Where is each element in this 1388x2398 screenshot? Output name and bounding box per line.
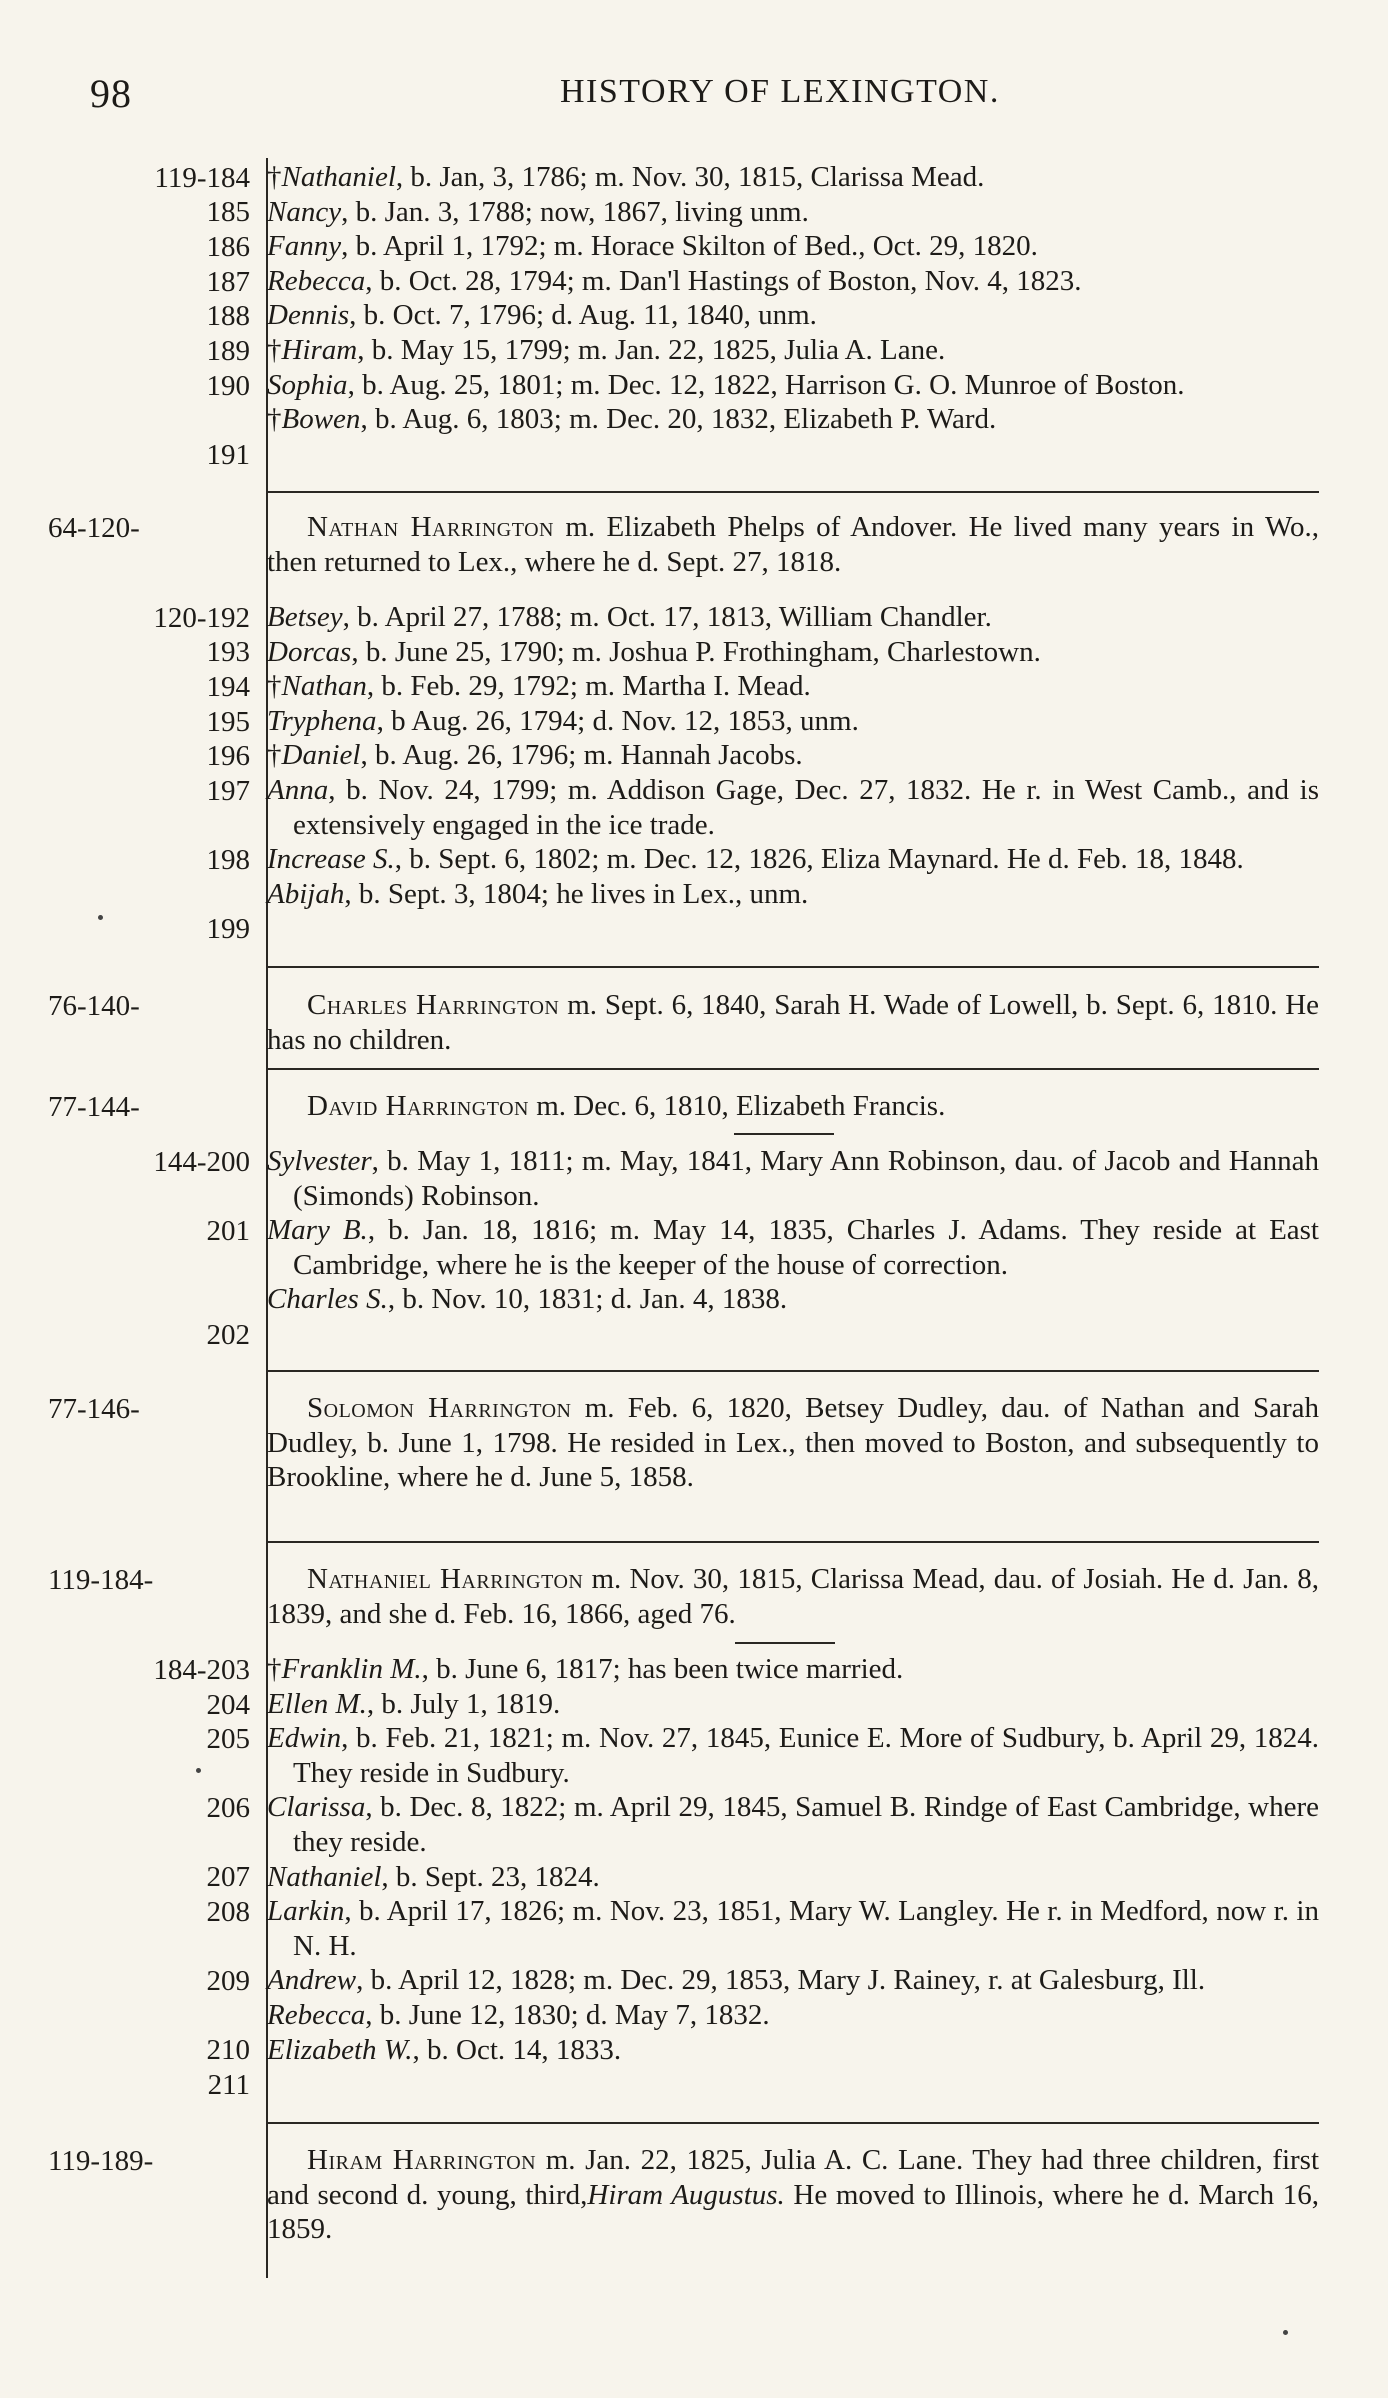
child-entry: Betsey, b. April 27, 1788; m. Oct. 17, 1813, William Chandler.: [267, 601, 992, 633]
ref-number: 201: [206, 1215, 250, 1247]
ref-number: 194: [206, 671, 250, 703]
section-rule: [267, 1068, 1319, 1070]
family-entries-1: [267, 160, 1319, 437]
print-speck: [98, 915, 103, 920]
child-name: Ellen M.: [267, 1687, 367, 1720]
family-head-name: Nathan Harrington: [307, 511, 554, 543]
child-entry: †Franklin M., b. June 6, 1817; has been twice married.: [267, 1653, 904, 1685]
child-entry: Charles S., b. Nov. 10, 1831; d. Jan. 4, 1838.: [267, 1283, 788, 1316]
short-rule: [734, 1133, 834, 1135]
child-entry: Edwin, b. Feb. 21, 1821; m. Nov. 27, 1845, Eunice E. More of Sudbury, b. April 29, 1824. They reside in Sudbury.: [267, 1722, 1319, 1789]
family-head-paragraph: [267, 1391, 1319, 1495]
child-name: Charles S.: [267, 1283, 388, 1316]
family-entries-4: [267, 1144, 1319, 1317]
child-name: Rebecca: [267, 264, 366, 297]
child-entry: Andrew, b. April 12, 1828; m. Dec. 29, 1853, Mary J. Rainey, r. at Galesburg, Ill.: [267, 1964, 1206, 1997]
child-entry: Nathaniel, b. Sept. 23, 1824.: [267, 1860, 600, 1893]
child-name: Dorcas: [267, 635, 352, 668]
child-name: Elizabeth W.: [267, 2033, 413, 2066]
child-name: Larkin: [267, 1895, 345, 1928]
child-entry: Mary B., b. Jan. 18, 1816; m. May 14, 1835, Charles J. Adams. They reside at East Cambridge, where he is the keeper of the house of correction.: [267, 1214, 1319, 1281]
child-entry: Rebecca, b. Oct. 28, 1794; m. Dan'l Hastings of Boston, Nov. 4, 1823.: [267, 264, 1082, 297]
ref-number: 120-192: [153, 602, 250, 634]
ref-number: 119-189-: [48, 2145, 154, 2177]
print-speck: [196, 1768, 201, 1773]
short-rule: [735, 1642, 835, 1644]
child-entry: Increase S., b. Sept. 6, 1802; m. Dec. 12, 1826, Eliza Maynard. He d. Feb. 18, 1848.: [267, 843, 1244, 876]
child-name: Nathaniel: [281, 161, 396, 193]
ref-number: 144-200: [153, 1146, 250, 1178]
family-head-name: Nathaniel Harrington: [307, 1563, 584, 1595]
ref-number: 191: [206, 439, 250, 471]
child-entry: Nancy, b. Jan. 3, 1788; now, 1867, living unm.: [267, 195, 809, 228]
child-name: Nathan: [281, 670, 367, 703]
family-head-paragraph: [267, 988, 1319, 1057]
ref-number: 198: [206, 844, 250, 876]
family-head-name: Charles Harrington: [307, 989, 560, 1021]
child-entry: †Daniel, b. Aug. 26, 1796; m. Hannah Jacobs.: [267, 739, 803, 772]
family-head: Charles Harrington m. Sept. 6, 1840, Sarah H. Wade of Lowell, b. Sept. 6, 1810. He has no children.: [267, 989, 1320, 1056]
ref-number: 190: [206, 370, 250, 402]
ref-number: 210: [206, 2034, 250, 2066]
child-name: Mary B.: [267, 1214, 368, 1247]
family-head-name: David Harrington: [307, 1090, 529, 1122]
child-entry: Abijah, b. Sept. 3, 1804; he lives in Lex., unm.: [267, 877, 809, 910]
child-name: Nathaniel: [267, 1860, 382, 1893]
ref-number: 119-184: [154, 162, 250, 194]
child-entry: Sylvester, b. May 1, 1811; m. May, 1841, Mary Ann Robinson, dau. of Jacob and Hannah (Simonds) Robinson.: [267, 1145, 1319, 1212]
section-rule: [267, 966, 1319, 968]
family-head: Nathaniel Harrington m. Nov. 30, 1815, Clarissa Mead, dau. of Josiah. He d. Jan. 8, 1839, and she d. Feb. 16, 1866, aged 76.: [267, 1563, 1319, 1630]
ref-number: 195: [206, 706, 250, 738]
family-entries-2: [267, 600, 1319, 911]
child-name: Sophia: [267, 368, 348, 401]
family-head-paragraph: [267, 510, 1319, 579]
family-head-name: Hiram Harrington: [307, 2144, 537, 2176]
ref-number: 196: [206, 740, 250, 772]
ref-number: 77-144-: [48, 1091, 140, 1123]
ref-number: 187: [206, 266, 250, 298]
child-entry: Elizabeth W., b. Oct. 14, 1833.: [267, 2033, 622, 2066]
ref-number: 185: [206, 196, 250, 228]
section-rule: [267, 1541, 1319, 1543]
page-header: [0, 70, 1388, 120]
ref-number: 207: [206, 1861, 250, 1893]
ref-number: 76-140-: [48, 990, 140, 1022]
child-name: Rebecca: [267, 1998, 366, 2031]
page-number: 98: [90, 71, 132, 116]
ref-number: 188: [206, 300, 250, 332]
child-name: Increase S.: [267, 843, 395, 876]
ref-number: 208: [206, 1896, 250, 1928]
family-head: Nathan Harrington m. Elizabeth Phelps of Andover. He lived many years in Wo., then returned to Lex., where he d. Sept. 27, 1818.: [267, 511, 1320, 578]
family-head: David Harrington m. Dec. 6, 1810, Elizabeth Francis.: [307, 1090, 946, 1122]
ref-number: 186: [206, 231, 250, 263]
ref-number: 206: [206, 1792, 250, 1824]
ref-number: 193: [206, 636, 250, 668]
family-head-name: Solomon Harrington: [307, 1392, 572, 1424]
child-entry: Dorcas, b. June 25, 1790; m. Joshua P. Frothingham, Charlestown.: [267, 635, 1041, 668]
child-entry: Tryphena, b Aug. 26, 1794; d. Nov. 12, 1853, unm.: [267, 704, 859, 737]
child-entry: Sophia, b. Aug. 25, 1801; m. Dec. 12, 1822, Harrison G. O. Munroe of Boston.: [267, 368, 1185, 401]
ref-number: 77-146-: [48, 1393, 140, 1425]
ref-number: 202: [206, 1319, 250, 1351]
ref-number: 119-184-: [48, 1564, 154, 1596]
child-name: Hiram Augustus.: [587, 2178, 785, 2211]
ref-number: 199: [206, 913, 250, 945]
ref-number: 189: [206, 335, 250, 367]
ref-number: 64-120-: [48, 512, 140, 544]
running-head: HISTORY OF LEXINGTON.: [560, 73, 1000, 110]
child-entry: †Nathaniel, b. Jan, 3, 1786; m. Nov. 30, 1815, Clarissa Mead.: [267, 161, 985, 193]
child-name: Sylvester: [267, 1145, 372, 1177]
child-name: Betsey: [267, 601, 343, 633]
family-head-paragraph: [267, 1089, 1319, 1124]
section-rule: [267, 1370, 1319, 1372]
child-name: Nancy: [267, 195, 342, 228]
child-entry: †Bowen, b. Aug. 6, 1803; m. Dec. 20, 1832, Elizabeth P. Ward.: [267, 403, 997, 436]
family-head-paragraph: [267, 2143, 1319, 2247]
child-entry: Larkin, b. April 17, 1826; m. Nov. 23, 1851, Mary W. Langley. He r. in Medford, now r. in N. H.: [267, 1895, 1319, 1962]
child-name: Dennis: [267, 299, 350, 332]
child-name: Bowen: [281, 403, 361, 436]
ref-number: 211: [207, 2069, 250, 2101]
ref-number: 204: [206, 1689, 250, 1721]
ref-number: 197: [206, 775, 250, 807]
child-name: Anna: [267, 773, 329, 806]
family-entries-6: [267, 1652, 1319, 2067]
child-name: Clarissa: [267, 1791, 366, 1824]
child-entry: Anna, b. Nov. 24, 1799; m. Addison Gage, Dec. 27, 1832. He r. in West Camb., and is extensively engaged in the ice trade.: [267, 773, 1319, 841]
child-name: Abijah: [267, 877, 345, 910]
child-name: Hiram: [281, 333, 358, 366]
family-head: Solomon Harrington m. Feb. 6, 1820, Betsey Dudley, dau. of Nathan and Sarah Dudley, b. June 1, 1798. He resided in Lex., then moved to Boston, and subsequently to Brookline, where he d. June 5, 1858.: [267, 1392, 1319, 1494]
child-entry: Dennis, b. Oct. 7, 1796; d. Aug. 11, 1840, unm.: [267, 299, 817, 332]
child-entry: Rebecca, b. June 12, 1830; d. May 7, 1832.: [267, 1998, 770, 2031]
child-entry: †Hiram, b. May 15, 1799; m. Jan. 22, 1825, Julia A. Lane.: [267, 333, 946, 366]
child-name: Fanny: [267, 230, 342, 263]
ref-number: 184-203: [153, 1654, 250, 1686]
child-name: Tryphena: [267, 704, 377, 737]
child-name: Daniel: [281, 739, 361, 772]
child-entry: Clarissa, b. Dec. 8, 1822; m. April 29, 1845, Samuel B. Rindge of East Cambridge, where they reside.: [267, 1791, 1319, 1858]
child-entry: Ellen M., b. July 1, 1819.: [267, 1687, 561, 1720]
section-rule: [267, 491, 1319, 493]
child-entry: †Nathan, b. Feb. 29, 1792; m. Martha I. Mead.: [267, 670, 811, 703]
child-entry: Fanny, b. April 1, 1792; m. Horace Skilton of Bed., Oct. 29, 1820.: [267, 230, 1038, 263]
child-name: Edwin: [267, 1722, 342, 1755]
family-head: Hiram Harrington m. Jan. 22, 1825, Julia A. C. Lane. They had three children, first and second d. young, third,Hiram Augustus. He moved to Illinois, where he d. March 16, 1859.: [267, 2144, 1320, 2246]
child-name: Andrew: [267, 1964, 357, 1997]
family-head-paragraph: [267, 1562, 1319, 1631]
ref-number: 205: [206, 1723, 250, 1755]
child-name: Franklin M.: [281, 1653, 422, 1685]
print-speck: [1283, 2330, 1288, 2335]
ref-number: 209: [206, 1965, 250, 1997]
section-rule: [267, 2122, 1319, 2124]
